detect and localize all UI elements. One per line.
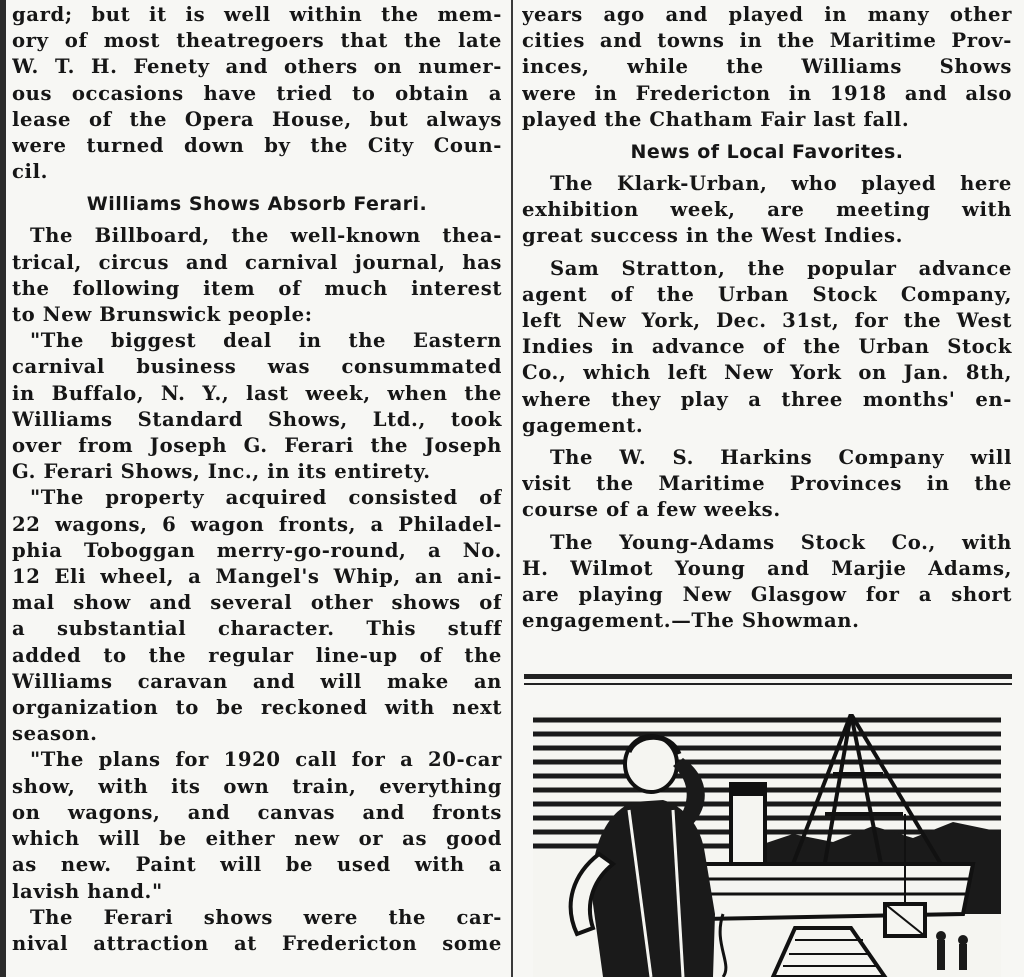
text-line: carnival business was consummated	[12, 355, 502, 379]
text-line: season.	[12, 722, 98, 746]
column-rule	[511, 0, 513, 977]
text-line: "The property acquired consisted of	[30, 486, 502, 510]
text-line: to New Brunswick people:	[12, 303, 313, 327]
text-line: The Klark-Urban, who played here	[550, 172, 1012, 196]
text-line: "The plans for 1920 call for a 20-car	[30, 748, 502, 772]
right-intro-paragraph	[522, 2, 1012, 133]
text-line: which will be either new or as good	[12, 827, 502, 851]
text-line: years ago and played in many other	[522, 3, 1012, 26]
right-column	[522, 2, 1012, 634]
text-line: nival attraction at Fredericton some	[12, 931, 502, 955]
text-line: phia Toboggan merry-go-round, a No.	[12, 538, 502, 562]
young-adams-paragraph	[522, 530, 1012, 635]
text-line: were turned down by the City Coun-	[12, 134, 502, 158]
plans-paragraph	[12, 747, 502, 904]
text-line: Sam Stratton, the popular advance	[550, 256, 1012, 280]
text-line: lavish hand."	[12, 879, 163, 903]
text-line: cities and towns in the Maritime Prov-	[522, 29, 1012, 53]
text-line: visit the Maritime Provinces in the	[522, 472, 1012, 496]
text-line: the following item of much interest	[12, 276, 502, 300]
text-line: The Billboard, the well-known thea-	[30, 224, 502, 248]
text-line: as new. Paint will be used with a	[12, 853, 502, 877]
text-line: ory of most theatregoers that the late	[12, 29, 502, 53]
harkins-paragraph	[522, 445, 1012, 524]
text-line: exhibition week, are meeting with	[522, 198, 1012, 222]
text-line: 12 Eli wheel, a Mangel's Whip, an ani-	[12, 565, 502, 589]
text-line: The Young-Adams Stock Co., with	[550, 530, 1012, 554]
article-heading-williams: Williams Shows Absorb Ferari.	[86, 193, 428, 216]
biggest-deal-paragraph	[12, 328, 502, 485]
text-line: W. T. H. Fenety and others on numer-	[12, 55, 502, 79]
text-line: in Buffalo, N. Y., last week, when the	[12, 381, 502, 405]
text-line: a substantial character. This stuff	[12, 617, 502, 641]
klark-urban-paragraph	[522, 171, 1012, 250]
page-edge-shadow	[0, 0, 6, 977]
text-line: Co., which left New York on Jan. 8th,	[522, 361, 1012, 385]
text-line: engagement.—The Showman.	[522, 609, 860, 633]
text-line: on wagons, and canvas and fronts	[12, 800, 502, 824]
article-heading-local-favorites: News of Local Favorites.	[630, 141, 904, 164]
text-line: over from Joseph G. Ferari the Joseph	[12, 434, 502, 458]
text-line: "The biggest deal in the Eastern	[30, 329, 502, 353]
text-line: The W. S. Harkins Company will	[550, 446, 1012, 470]
text-line: G. Ferari Shows, Inc., in its entirety.	[12, 460, 431, 484]
property-paragraph	[12, 485, 502, 747]
text-line: were in Fredericton in 1918 and also	[522, 81, 1012, 105]
text-line: 22 wagons, 6 wagon fronts, a Philadel-	[12, 512, 502, 536]
text-line: lease of the Opera House, but always	[12, 107, 502, 131]
text-line: trical, circus and carnival journal, has	[12, 250, 502, 274]
billboard-paragraph	[12, 223, 502, 328]
text-line: Indies in advance of the Urban Stock	[522, 335, 1012, 359]
text-line: gard; but it is well within the mem-	[12, 3, 502, 26]
ferari-shows-paragraph	[12, 905, 502, 957]
text-line: left New York, Dec. 31st, for the West	[522, 309, 1012, 333]
text-line: added to the regular line-up of the	[12, 643, 502, 667]
text-line: Williams Standard Shows, Ltd., took	[12, 407, 502, 431]
text-line: where they play a three months' en-	[522, 387, 1012, 411]
text-line: ous occasions have tried to obtain a	[12, 81, 502, 105]
steamship-dock-illustration	[533, 714, 1001, 977]
text-line: The Ferari shows were the car-	[30, 905, 502, 929]
left-column	[12, 2, 502, 957]
text-line: H. Wilmot Young and Marjie Adams,	[522, 556, 1012, 580]
text-line: Williams caravan and will make an	[12, 669, 502, 693]
text-line: played the Chatham Fair last fall.	[522, 107, 910, 131]
text-line: great success in the West Indies.	[522, 224, 904, 248]
left-intro-paragraph	[12, 2, 502, 185]
text-line: mal show and several other shows of	[12, 591, 502, 615]
text-line: cil.	[12, 160, 49, 184]
text-line: course of a few weeks.	[522, 498, 781, 522]
text-line: are playing New Glasgow for a short	[522, 583, 1012, 607]
text-line: show, with its own train, everything	[12, 774, 502, 798]
text-line: gagement.	[522, 413, 644, 437]
sam-stratton-paragraph	[522, 256, 1012, 439]
text-line: inces, while the Williams Shows	[522, 55, 1012, 79]
text-line: agent of the Urban Stock Company,	[522, 282, 1012, 306]
text-line: organization to be reckoned with next	[12, 696, 502, 720]
